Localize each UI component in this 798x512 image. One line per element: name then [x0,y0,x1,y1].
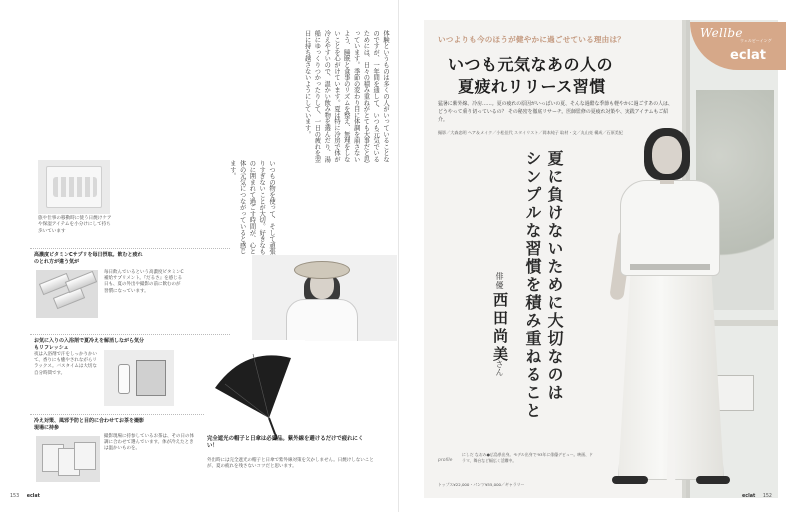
body-text-top: 体験というものは多くの人がいっていることなのですが、一年間を通して、いつも元気でいるためには、日々の積み重ねがとても大事だと思っています。季節の変わり目に体調を崩さないよう、睡眠と食事のリズムを整え、無理をしないことを心がけています。夏は特に冷房で体が冷えやすいので、温かい飲み物を選んだり、湯船にゆっくりつかったりして、一日の疲れを翌日に持ち越さないようにしています。 [303,30,389,163]
kicker: いつよりも今のほうが健やかに過ごせている理由は？ [438,35,626,44]
title-line-2: 夏疲れリリース習慣 [458,77,606,96]
title-line-1: いつも元気なあの人の [448,55,614,74]
pouch-photo [38,160,110,214]
tea-photo [36,436,100,482]
footer-right [742,494,772,499]
umbrella-photo [205,340,305,440]
item-heading-vitamin: 高濃度ビタミンCサプリを毎日摂取。飲むと疲れのとれ方が違う気が [34,252,143,265]
outfit-credit: トップス¥22,000・パンツ¥55,000／ギャラリー [438,482,525,487]
credits: 撮影／大森忠明 ヘア＆メイク／小松佳代 スタイリスト／岡本純子 取材・文／丸山亮 構成／石原美紀 [438,130,623,135]
divider [30,248,230,249]
body-text-middle: いつもの物を使って、そして頑張りすぎないことが大切。好きなものに囲まれて過ごす時間が、心と体の元気につながっていると感じます。 [228,160,275,255]
vitamin-photo [36,270,98,318]
quote-line-2: シンプルな習慣を積み重ねること [523,150,542,420]
portrait-photo [600,120,750,490]
item-text-vitamin: 毎日飲んでいるという高濃度ビタミンC補給サプリメント。『だるさ』を感じる日も、夏の外出や撮影の前に飲むのが習慣になっています。 [104,270,184,294]
gutter [398,0,399,512]
footer-brand-right: eclat [742,494,756,499]
quote-line-1: 夏に負けないために大切なのは [545,150,564,402]
badge-brand: eclat [730,48,766,63]
name-suffix: さん [495,360,504,376]
divider [30,414,230,415]
divider [30,334,230,335]
badge-subtitle: ウェルビーイング [740,38,772,43]
profile-text: にしだ なおみ●広島県出身。モデル出身で'93年に俳優デビュー。映画、ドラマ、舞台など幅広く活躍中。 [462,452,593,463]
profile-label: profile [438,458,453,463]
honorific: 俳優 [495,272,504,290]
item-text-uv: 外出時には完全遮光の帽子と日傘で紫外線対策を欠かしません。日焼けしないことが、夏の疲れを残さないコツだと思います。 [207,458,374,470]
page-number-left: 153 [10,494,20,499]
item-heading-bath: お気に入りの入浴剤で夏冷えを解消しながら気分もリフレッシュ [34,338,145,351]
item-heading-tea: 冷え対策、風邪予防と目的に合わせてお茶を撮影現場に持参 [34,418,145,431]
page-number-right: 152 [762,494,772,499]
item-text-bath: 夜は入浴剤で汗をしっかりかいて、香りにも癒やされながらリラックス。バスタイムは大切な自分時間です。 [34,352,97,376]
footer-brand-left: eclat [26,494,40,499]
badge-script: Wellbe [700,26,743,40]
item-heading-uv: 完全遮光の帽子と日傘は必需品。紫外線を避けるだけで疲れにくい！ [207,436,364,450]
hat-portrait-photo [252,255,397,341]
item-text-tea: 撮影現場に持参しているお茶は、その日の体調に合わせて選んでいます。体が冷えたときは温かいものを。 [104,434,194,452]
pouch-caption: 旅や仕事の移動時に使う日焼けケアや保湿アイテムを小分けにして持ち歩いています [38,216,112,234]
footer-left [10,494,40,499]
bath-products-photo [104,350,174,406]
interviewee-name: 西田尚美 [491,292,509,364]
lead-paragraph: 猛暑に紫外線、冷房……。夏の疲れの原因がいっぱいの夏、そんな過酷な季節も軽やかに過ごすあの人は、どうやって乗り切っているの？ その秘密を徹底リサーチ。医師監修の夏疲れ対策や、実践アイテムもご紹介。 [438,101,673,123]
